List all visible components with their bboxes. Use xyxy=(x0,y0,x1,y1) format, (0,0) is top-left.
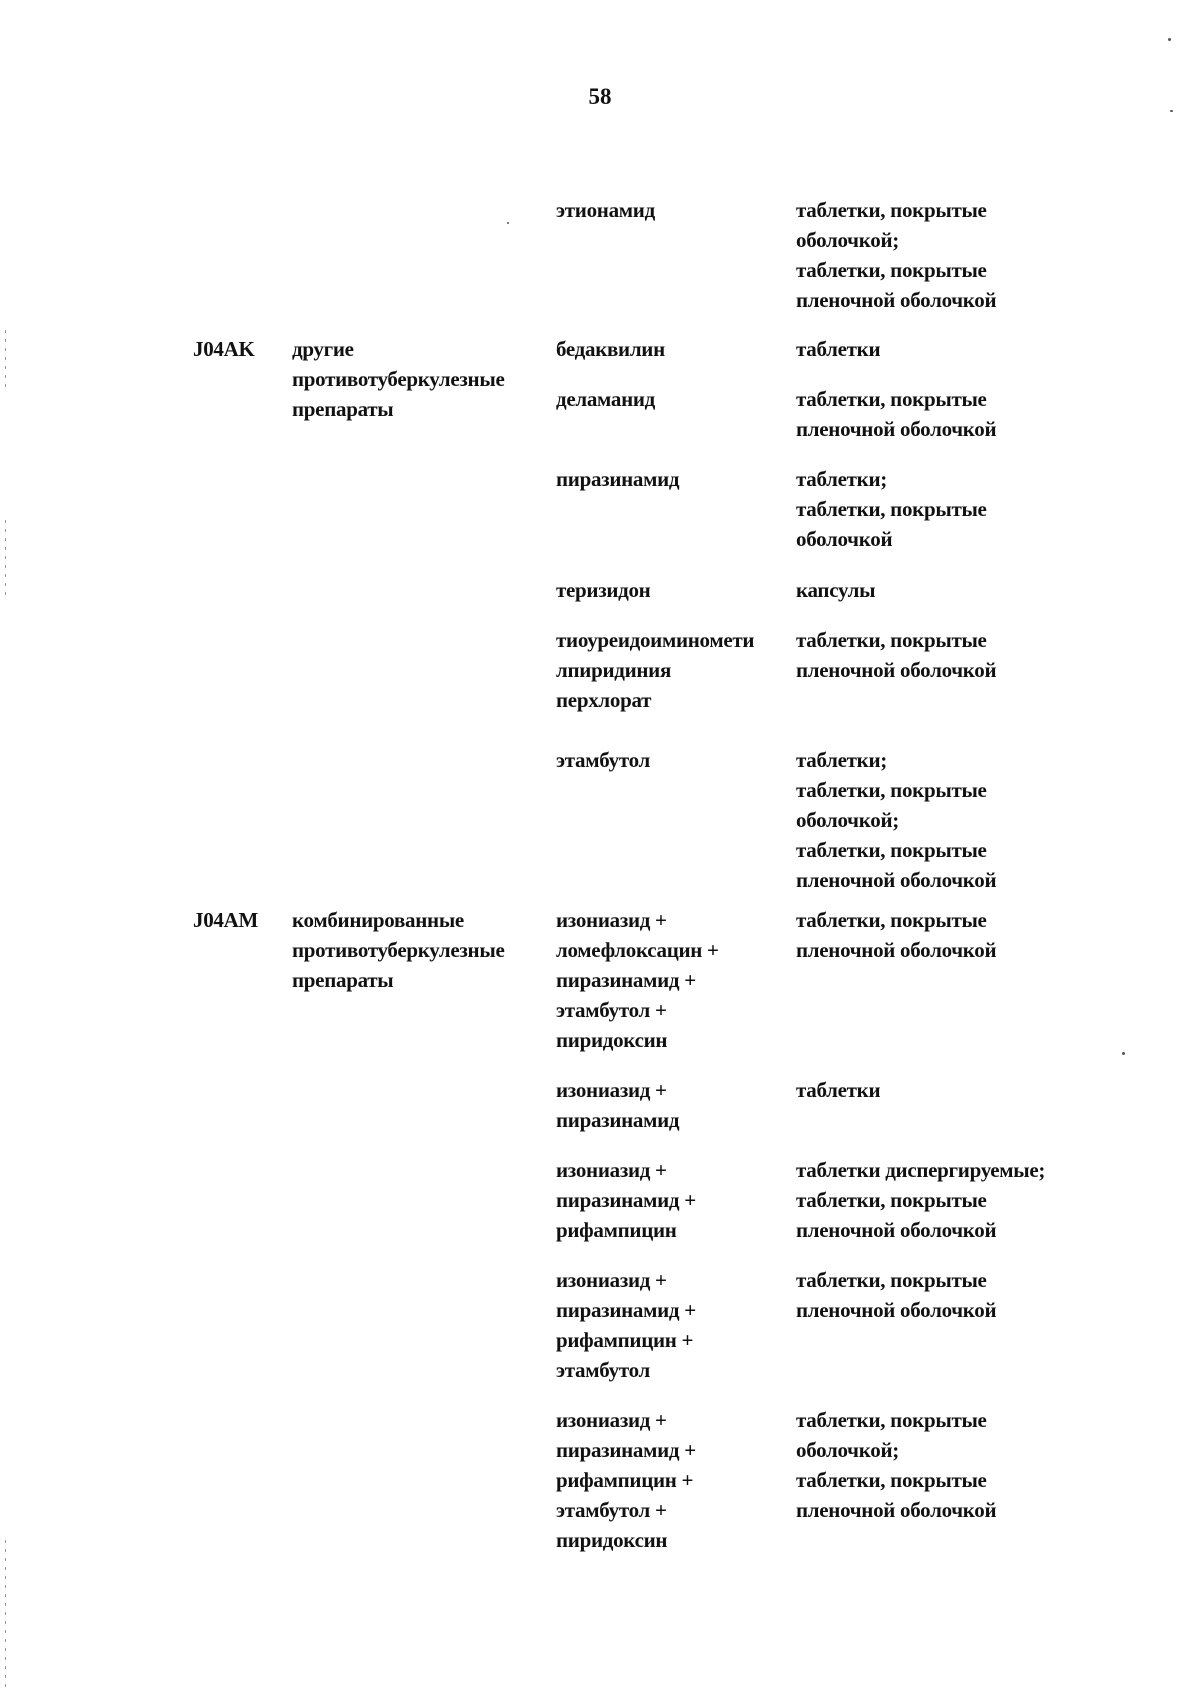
dosage-form xyxy=(796,1405,1096,1525)
dosage-form-line: пленочной оболочкой xyxy=(796,868,997,892)
drug-name-line: рифампицин + xyxy=(556,1468,694,1492)
dosage-form-line: пленочной оболочкой xyxy=(796,417,997,441)
group-name-line: противотуберкулезные xyxy=(292,367,505,391)
dosage-form xyxy=(796,1265,1096,1325)
scan-speck xyxy=(1168,38,1171,41)
dosage-form-line: таблетки, покрытые xyxy=(796,497,987,521)
drug-name-line: рифампицин xyxy=(556,1218,677,1242)
dosage-form-line: таблетки диспергируемые; xyxy=(796,1158,1046,1182)
drug-name xyxy=(556,745,796,775)
drug-name xyxy=(556,334,796,364)
dosage-form xyxy=(796,745,1096,895)
dosage-form-line: таблетки, покрытые xyxy=(796,628,987,652)
dosage-form-line: пленочной оболочкой xyxy=(796,288,997,312)
dosage-form-line: пленочной оболочкой xyxy=(796,1218,997,1242)
group-name-line: комбинированные xyxy=(292,908,464,932)
dosage-form-line: оболочкой; xyxy=(796,808,899,832)
dosage-form-line: таблетки, покрытые xyxy=(796,198,987,222)
drug-name-line: пиразинамид + xyxy=(556,1298,696,1322)
drug-name-line: изониазид + xyxy=(556,1158,667,1182)
drug-name-line: этамбутол + xyxy=(556,998,667,1022)
dosage-form-line: пленочной оболочкой xyxy=(796,1298,997,1322)
scan-speck xyxy=(1122,1052,1125,1055)
dosage-form-line: таблетки, покрытые xyxy=(796,258,987,282)
drug-name xyxy=(556,384,796,414)
dosage-form-line: таблетки, покрытые xyxy=(796,1468,987,1492)
drug-name-line: этамбутол xyxy=(556,1358,650,1382)
dosage-form-line: оболочкой xyxy=(796,527,893,551)
drug-name-line: пиридоксин xyxy=(556,1028,668,1052)
dosage-form xyxy=(796,625,1096,685)
drug-name-line: пиразинамид xyxy=(556,1108,680,1132)
drug-name xyxy=(556,575,796,605)
dosage-form-line: таблетки, покрытые xyxy=(796,908,987,932)
dosage-form-line: таблетки, покрытые xyxy=(796,387,987,411)
drug-name xyxy=(556,905,796,1055)
drug-name-line: деламанид xyxy=(556,387,656,411)
atc-code: J04AM xyxy=(193,908,258,932)
dosage-form-line: пленочной оболочкой xyxy=(796,658,997,682)
drug-name-line: пиридоксин xyxy=(556,1528,668,1552)
dosage-form xyxy=(796,575,1096,605)
dosage-form-line: таблетки, покрытые xyxy=(796,838,987,862)
drug-name-line: изониазид + xyxy=(556,1078,667,1102)
scan-edge-mark xyxy=(5,520,6,600)
dosage-form-line: оболочкой; xyxy=(796,228,899,252)
drug-name-line: изониазид + xyxy=(556,1408,667,1432)
group-name xyxy=(292,334,542,424)
dosage-form-line: таблетки, покрытые xyxy=(796,1188,987,1212)
dosage-form-line: оболочкой; xyxy=(796,1438,899,1462)
dosage-form xyxy=(796,384,1096,444)
dosage-form-line: пленочной оболочкой xyxy=(796,1498,997,1522)
drug-name-line: изониазид + xyxy=(556,908,667,932)
drug-name xyxy=(556,195,796,225)
drug-name-line: лпиридиния xyxy=(556,658,672,682)
group-name-line: другие xyxy=(292,337,354,361)
drug-name xyxy=(556,1075,796,1135)
group-name-line: препараты xyxy=(292,397,394,421)
drug-name xyxy=(556,1155,796,1245)
dosage-form-line: таблетки; xyxy=(796,467,887,491)
dosage-form-line: таблетки; xyxy=(796,748,887,772)
drug-name-line: тиоуреидоиминомети xyxy=(556,628,755,652)
drug-name-line: этамбутол xyxy=(556,748,650,772)
scan-edge-mark xyxy=(5,1540,6,1690)
drug-name-line: пиразинамид + xyxy=(556,1188,696,1212)
scan-edge-mark xyxy=(5,330,6,390)
drug-name-line: ломефлоксацин + xyxy=(556,938,719,962)
drug-name xyxy=(556,1405,796,1555)
page-number: 58 xyxy=(588,84,612,109)
dosage-form-line: таблетки, покрытые xyxy=(796,1408,987,1432)
atc-code: J04AK xyxy=(193,337,255,361)
dosage-form-line: таблетки, покрытые xyxy=(796,1268,987,1292)
drug-name-line: перхлорат xyxy=(556,688,652,712)
scan-speck xyxy=(1170,110,1173,112)
dosage-form xyxy=(796,905,1096,965)
drug-name xyxy=(556,1265,796,1385)
drug-name-line: этионамид xyxy=(556,198,655,222)
group-name-line: противотуберкулезные xyxy=(292,938,505,962)
dosage-form xyxy=(796,334,1096,364)
dosage-form xyxy=(796,1155,1096,1245)
drug-name-line: пиразинамид + xyxy=(556,1438,696,1462)
dosage-form-line: таблетки xyxy=(796,337,881,361)
drug-name xyxy=(556,625,796,715)
drug-name-line: бедаквилин xyxy=(556,337,665,361)
dosage-form xyxy=(796,464,1096,554)
group-name-line: препараты xyxy=(292,968,394,992)
scan-speck xyxy=(507,222,509,224)
dosage-form xyxy=(796,1075,1096,1105)
dosage-form-line: пленочной оболочкой xyxy=(796,938,997,962)
dosage-form xyxy=(796,195,1096,315)
dosage-form-line: таблетки xyxy=(796,1078,881,1102)
drug-name xyxy=(556,464,796,494)
drug-name-line: рифампицин + xyxy=(556,1328,694,1352)
drug-name-line: изониазид + xyxy=(556,1268,667,1292)
drug-name-line: пиразинамид + xyxy=(556,968,696,992)
dosage-form-line: капсулы xyxy=(796,578,876,602)
drug-name-line: пиразинамид xyxy=(556,467,680,491)
dosage-form-line: таблетки, покрытые xyxy=(796,778,987,802)
drug-name-line: теризидон xyxy=(556,578,651,602)
group-name xyxy=(292,905,542,995)
drug-name-line: этамбутол + xyxy=(556,1498,667,1522)
